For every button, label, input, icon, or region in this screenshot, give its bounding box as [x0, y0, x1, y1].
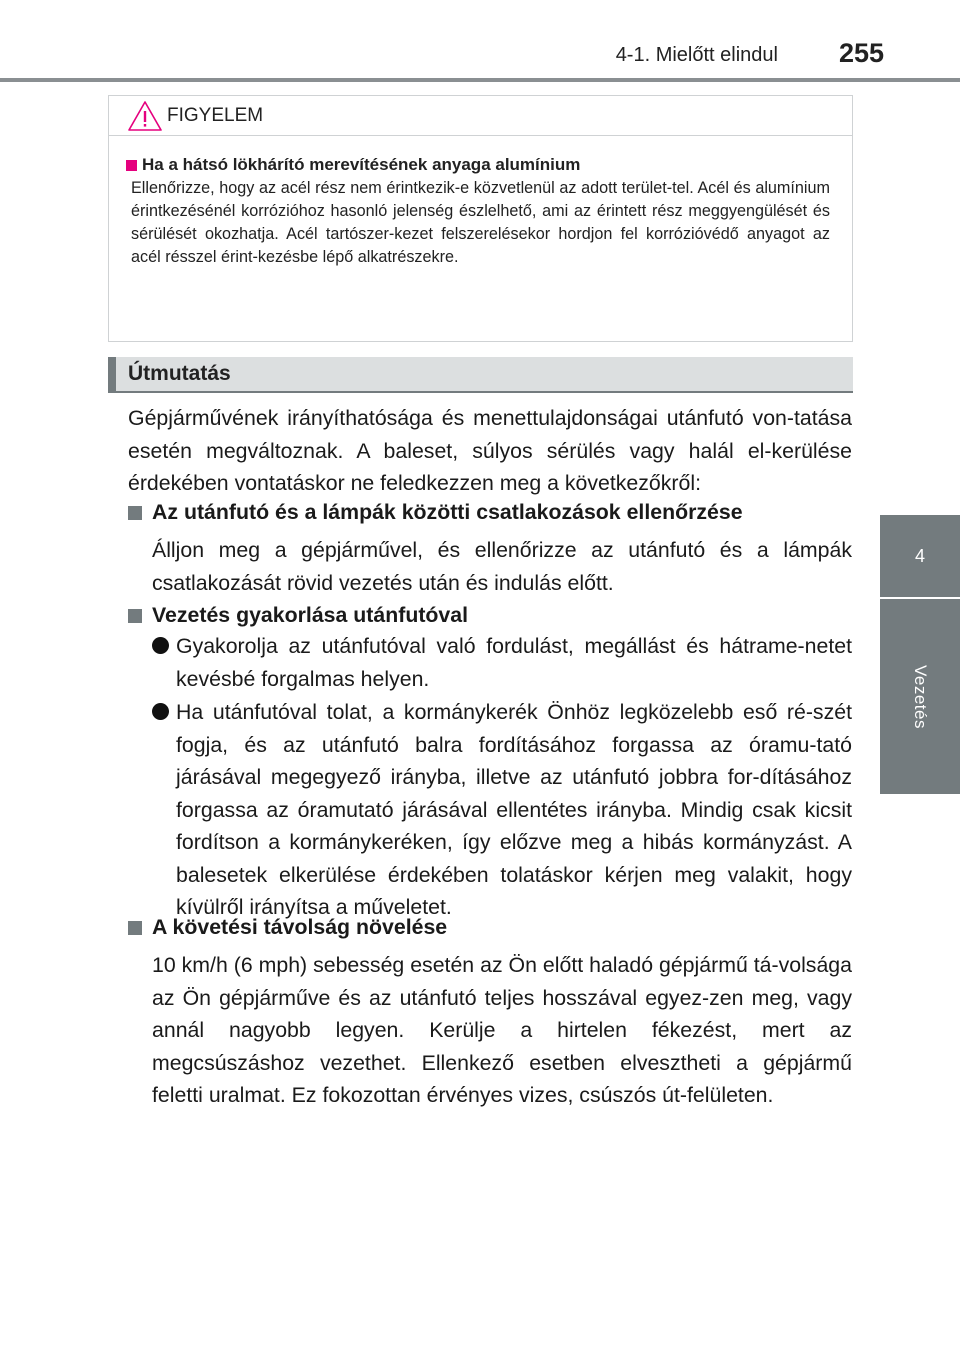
chapter-tab-number: 4 [880, 515, 960, 597]
section-heading [128, 603, 468, 628]
guide-intro: Gépjárművének irányíthatósága és menettulajdonságai utánfutó von-tatása esetén megváltoznak. A baleset, súlyos sérülés vagy halál el-kerülése érdekében vontatáskor ne feledkezzen meg a következőkről: [128, 406, 852, 495]
page-header [0, 0, 960, 80]
warning-body [109, 136, 852, 269]
warning-title: FIGYELEM [167, 105, 264, 126]
section-heading [128, 915, 447, 940]
section-title: 4-1. Mielőtt elindul [615, 44, 778, 66]
section-text: 10 km/h (6 mph) sebesség esetén az Ön előtt haladó gépjármű tá-volsága az Ön gépjárműve és az utánfutó teljes hosszával egyez-zen meg, vagy annál nagyobb legyen. Kerülje a hirtelen fékezést, mert az megcsúszáshoz vezethet. Ellenkező esetben elvesztheti a gépjármű feletti uralmat. Ez fokozottan érvényes vizes, csúszós út-felületen. [152, 953, 852, 1107]
section-heading-text: Az utánfutó és a lámpák közötti csatlakozások ellenőrzése [152, 500, 743, 524]
guide-title: Útmutatás [128, 362, 231, 385]
warning-box [108, 95, 853, 342]
bullet-text: Ha utánfutóval tolat, a kormánykerék Önhöz legközelebb eső ré-szét fogja, és az utánfutó balra fordításához forgassa az óramu-tató járásával megegyező irányba, illetve az utánfutó jobbra for-dításához forgassa az óramutató járásával ellentétes irányba. Mindig csak kicsit fordítson a kormánykeréken, így előzve meg a hibás kormányzást. A balesetek elkerülése érdekében tolatáskor kérjen meg valakit, hogy kívülről irányítsa a műveletet. [176, 700, 852, 919]
round-bullet-icon [152, 703, 169, 720]
square-bullet-icon [128, 506, 142, 520]
warning-header [109, 96, 852, 136]
section-heading-text: A követési távolság növelése [152, 915, 448, 939]
page-number: 255 [838, 38, 884, 68]
square-bullet-icon [126, 160, 137, 171]
chapter-tab [880, 599, 960, 794]
chapter-tab-label: Vezetés [911, 664, 930, 729]
bullet-item [152, 696, 852, 924]
section-heading [128, 500, 743, 525]
warning-triangle-icon [127, 99, 163, 133]
warning-subheading [126, 155, 830, 175]
round-bullet-icon [152, 637, 169, 654]
guide-heading-bar [108, 357, 853, 391]
square-bullet-icon [128, 921, 142, 935]
square-bullet-icon [128, 609, 142, 623]
section-text: Álljon meg a gépjárművel, és ellenőrizze az utánfutó és a lámpák csatlakozását rövid vezetés után és indulás előtt. [152, 538, 852, 595]
warning-text: Ellenőrizze, hogy az acél rész nem érintkezik-e közvetlenül az adott terület-tel. Acél és alumínium érintkezésénél korrózióhoz hasonló jelenség észlelhető, ami az érintett rész meggyengülését és sérülését okozhatja. Acél tartószer-kezet felszerelésekor hordjon fel korrózióvédő anyagot az acél résszel érint-kezésbe lépő alkatrészekre. [131, 179, 830, 266]
header-divider [0, 78, 960, 82]
bullet-item [152, 630, 852, 695]
section-heading-text: Vezetés gyakorlása utánfutóval [152, 603, 469, 627]
bullet-text: Gyakorolja az utánfutóval való fordulást, megállást és hátrame-netet kevésbé forgalmas helyen. [176, 634, 852, 691]
warning-subheading-text: Ha a hátsó lökhárító merevítésének anyaga alumínium [142, 155, 581, 174]
